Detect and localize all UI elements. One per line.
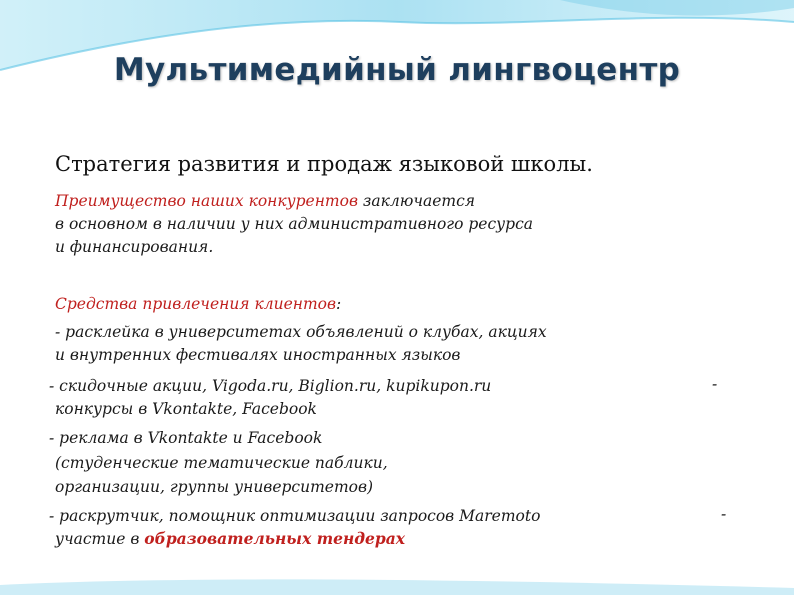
slide-subtitle: Стратегия развития и продаж языковой школы. [55,152,593,176]
tender-prefix: участие в [55,530,145,548]
tender-highlight: образовательных тендерах [144,529,406,548]
list-line: организации, группы университетов) [55,478,374,496]
list-line: - раскрутчик, помощник оптимизации запросов Maremoto [49,507,541,525]
paragraph1-line1 [55,190,475,212]
list-line: - расклейка в университетах объявлений о клубах, акциях [55,323,547,341]
slide-title: Мультимедийный лингвоцентр [113,52,681,88]
bottom-wave [0,579,794,595]
tender-line [55,528,405,550]
client-acquisition-highlight: Средства привлечения клиентов [55,295,337,313]
paragraph1-line3: и финансирования. [55,238,214,256]
paragraph1-line2: в основном в наличии у них административного ресурса [55,215,533,233]
list-line: конкурсы в Vkontakte, Facebook [55,400,317,418]
trailing-dash: - [712,375,718,393]
trailing-dash: - [721,505,727,523]
paragraph1-line1-rest: заключается [357,192,476,210]
list-line: - реклама в Vkontakte и Facebook [49,429,323,447]
client-acquisition-heading [55,293,341,315]
heading-colon: : [336,295,342,313]
list-line: и внутренних фестивалях иностранных языков [55,346,461,364]
competitor-advantage-highlight: Преимущество наших конкурентов [55,192,358,210]
list-line: - скидочные акции, Vigoda.ru, Biglion.ru, kupikupon.ru [49,377,492,395]
list-line: (студенческие тематические паблики, [55,454,388,472]
